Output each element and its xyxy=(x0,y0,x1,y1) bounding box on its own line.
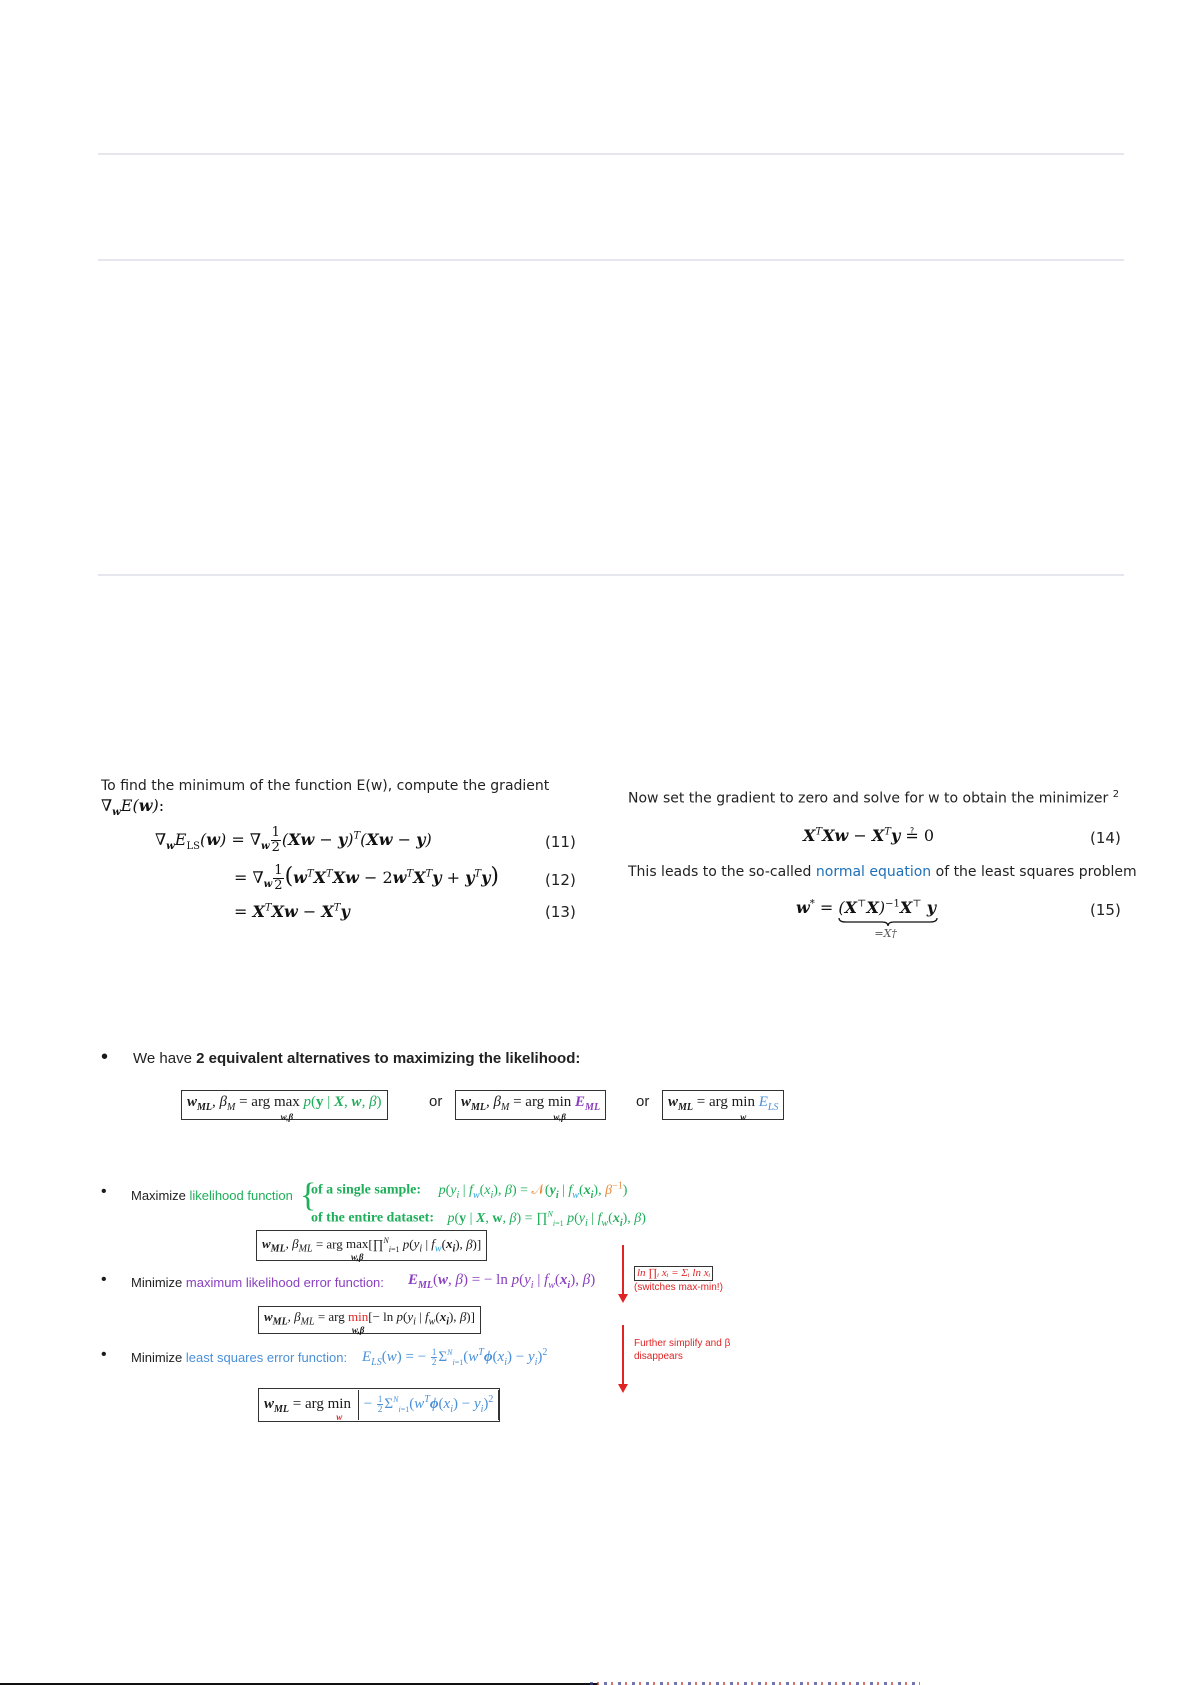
equation-number: (14) xyxy=(1090,829,1121,847)
equation-number: (11) xyxy=(545,833,576,851)
minimize-ml-error-label xyxy=(131,1275,384,1290)
formula-box-min-els: $w_{ML}$ = arg min w $E_{LS}$ xyxy=(662,1090,784,1120)
equation-14: $X^TXw - X^Ty$ ≟ 0 xyxy=(803,826,935,845)
text: Minimize xyxy=(131,1275,183,1290)
formula-box-min-eml: $w_{ML}$, $\beta_M$ = arg min w,β $E_{ML}$ xyxy=(455,1090,606,1120)
colored-text: likelihood function xyxy=(189,1188,293,1203)
divider xyxy=(98,259,1124,261)
equation-12: = $\nabla_w$ $\frac{1}{2}$ $(w^TX^TXw - 2w^TX^Ty + y^Ty)$ xyxy=(234,863,499,893)
equation-13: = $X^TXw - X^Ty$ xyxy=(234,902,350,921)
case-single-sample: of a single sample: $p(y_i$ | $f_w(x_i)$, $\beta) = 𝒩(y_i$ | $f_w(x_i)$, $\beta^{-1}$) xyxy=(311,1180,628,1201)
text: of the least squares problem xyxy=(935,864,1137,880)
case-label: of a single sample: xyxy=(311,1182,422,1198)
formula-box-argmin-ls: $w_{ML}$ = arg min w − $\frac{1}{2}$ $\Sigma^N_{i=1}(w^T\phi(x_i) - y_i)^2$ xyxy=(258,1388,500,1422)
gradient-expr: $\nabla_wE(w)$: xyxy=(101,796,165,819)
equation-number: (13) xyxy=(545,903,576,921)
or-label: or xyxy=(429,1093,443,1110)
note-formula: ln ∏ᵢ xᵢ = Σᵢ ln xᵢ xyxy=(634,1266,713,1281)
log-product-note xyxy=(634,1266,723,1294)
formula-box-max-likelihood: $w_{ML}$, $\beta_M$ = arg max w,β p(y | X, w, β) xyxy=(181,1090,388,1120)
formula-box-argmin-neglog: $w_{ML}$, $\beta_{ML}$ = arg min w,β [− $\ln p(y_i$ | $f_w(x_i)$, β)] xyxy=(258,1306,481,1334)
note-text: (switches max-min!) xyxy=(634,1282,723,1293)
text: We have xyxy=(133,1050,192,1067)
colored-text: least squares error function: xyxy=(185,1350,348,1365)
minimize-ls-error-label xyxy=(131,1350,347,1365)
divider xyxy=(98,574,1124,576)
simplify-note xyxy=(634,1337,730,1363)
bullet-icon: • xyxy=(101,1046,109,1068)
note-text: Further simplify and β xyxy=(634,1338,731,1349)
minimizer-intro xyxy=(628,789,1119,807)
text: Maximize xyxy=(131,1188,186,1203)
arrow-down-icon xyxy=(618,1294,628,1303)
bullet-icon: • xyxy=(101,1346,107,1363)
arrow-down-icon xyxy=(618,1384,628,1393)
text: Minimize xyxy=(131,1350,183,1365)
ml-error-formula: $E_{ML}(w$, β) = − $\ln p(y_i$ | $f_w(x_i)$, β) xyxy=(408,1272,596,1291)
ls-error-formula: $E_{LS}(w)$ = − $\frac{1}{2}$ $\Sigma^N_{i=1}(w^T\phi(x_i) - y_i)^2$ xyxy=(362,1347,548,1368)
case-label: of the entire dataset: xyxy=(311,1211,434,1227)
intro-text: To find the minimum of the function E(w), compute the gradient xyxy=(101,778,550,794)
or-label: or xyxy=(636,1093,650,1110)
arrow-line xyxy=(622,1325,624,1385)
maximize-likelihood-label xyxy=(131,1188,293,1203)
underbrace xyxy=(838,917,938,927)
case-entire-dataset: of the entire dataset: p(y | X, w, β) = ∏$^N_{i=1}$ $p(y_i$ | $f_w(x_i)$, β) xyxy=(311,1209,646,1229)
gradient-intro xyxy=(101,776,581,823)
divider xyxy=(98,153,1124,155)
text: This leads to the so-called xyxy=(628,864,812,880)
bold-text: 2 equivalent alternatives to maximizing the likelihood: xyxy=(196,1050,581,1067)
likelihood-cases xyxy=(311,1176,646,1233)
footnote-mark: 2 xyxy=(1112,789,1120,800)
equation-15: $w^* = (X^⊤X)^{-1}X^⊤$ =X† y xyxy=(796,898,936,917)
underbrace-label: =X† xyxy=(874,927,897,940)
equation-11: $\nabla_wE_{LS}(w) = \nabla_w$ $\frac{1}{2}$ $(Xw - y)^T(Xw - y)$ xyxy=(155,825,432,855)
arrow-line xyxy=(622,1245,624,1295)
colored-text: maximum likelihood error function: xyxy=(185,1275,384,1290)
note-text: disappears xyxy=(634,1351,683,1362)
intro-text: Now set the gradient to zero and solve for w to obtain the minimizer xyxy=(628,790,1109,807)
equation-number: (15) xyxy=(1090,901,1121,919)
alternatives-heading xyxy=(133,1050,580,1067)
equation-number: (12) xyxy=(545,871,576,889)
normal-equation-text xyxy=(628,864,1137,880)
normal-equation-link[interactable]: normal equation xyxy=(815,864,932,880)
bullet-icon: • xyxy=(101,1183,107,1200)
bullet-icon: • xyxy=(101,1271,107,1288)
formula-box-argmax-product: $w_{ML}$, $\beta_{ML}$ = arg max w,β [∏$^N_{i=1}$ $p(y_i$ | $f_w(x_i)$, β)] xyxy=(256,1230,487,1261)
brace-icon: { xyxy=(300,1177,317,1214)
